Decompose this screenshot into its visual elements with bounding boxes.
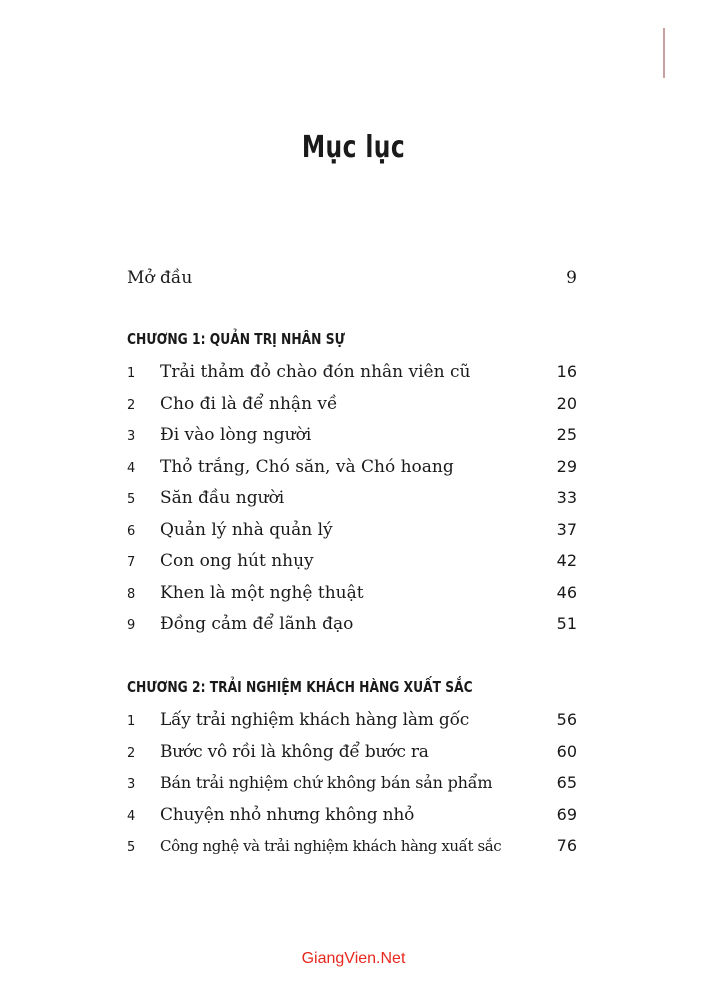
entry-number: 1 — [127, 714, 136, 729]
entry-number: 7 — [127, 555, 136, 570]
entry-page: 37 — [556, 519, 577, 539]
toc-intro-page: 9 — [566, 268, 577, 288]
toc-entry — [127, 773, 577, 805]
watermark-text: GiangVien.Net — [301, 950, 406, 967]
entry-page: 56 — [556, 710, 577, 729]
entry-title: Chuyện nhỏ nhưng không nhỏ — [160, 804, 415, 825]
entry-number: 4 — [127, 808, 136, 824]
entry-title: Khen là một nghệ thuật — [160, 582, 364, 603]
toc-entry — [127, 362, 577, 394]
entry-title: Săn đầu người — [160, 488, 285, 508]
entry-number: 2 — [127, 745, 136, 761]
entry-title: Trải thảm đỏ chào đón nhân viên cũ — [160, 362, 471, 382]
entry-title: Bước vô rồi là không để bước ra — [160, 741, 429, 762]
toc-entry — [127, 805, 577, 837]
entry-page: 51 — [556, 614, 577, 633]
toc-entry — [127, 488, 577, 520]
entry-title: Đi vào lòng người — [160, 425, 312, 445]
entry-number: 3 — [127, 429, 136, 444]
entry-page: 16 — [556, 362, 577, 381]
entry-page: 60 — [556, 741, 577, 761]
toc-entry — [127, 710, 577, 742]
entry-page: 33 — [556, 488, 577, 507]
toc-intro-row — [127, 268, 577, 288]
entry-number: 5 — [127, 492, 136, 507]
toc-entry — [127, 836, 577, 868]
toc-chapter-2 — [127, 678, 577, 868]
entry-page: 69 — [556, 804, 577, 824]
entry-title: Con ong hút nhụy — [160, 551, 314, 571]
toc-entry — [127, 551, 577, 583]
entry-page: 42 — [556, 551, 577, 570]
toc-entry — [127, 583, 577, 615]
page-title: Mục lục — [301, 130, 406, 165]
toc-entry — [127, 742, 577, 774]
page-edge-mark — [663, 28, 665, 78]
entry-title: Đồng cảm để lãnh đạo — [160, 614, 354, 634]
entry-title: Thỏ trắng, Chó săn, và Chó hoang — [160, 456, 454, 477]
toc-entry — [127, 425, 577, 457]
entry-title: Bán trải nghiệm chứ không bán sản phẩm — [160, 773, 493, 792]
entry-title: Cho đi là để nhận về — [160, 393, 338, 414]
entry-page: 46 — [556, 582, 577, 602]
chapter-heading: CHƯƠNG 1: QUẢN TRỊ NHÂN SỰ — [127, 330, 345, 348]
entry-title: Công nghệ và trải nghiệm khách hàng xuất sắc — [160, 837, 502, 855]
toc-intro-label: Mở đầu — [127, 268, 193, 288]
entry-page: 65 — [556, 773, 577, 792]
entry-page: 76 — [556, 836, 577, 855]
toc-entry — [127, 520, 577, 552]
entry-number: 1 — [127, 366, 136, 381]
entry-number: 6 — [127, 523, 136, 539]
entry-page: 20 — [556, 393, 577, 413]
entry-number: 9 — [127, 618, 136, 633]
entry-title: Lấy trải nghiệm khách hàng làm gốc — [160, 710, 470, 730]
entry-number: 4 — [127, 460, 136, 476]
entry-page: 29 — [556, 456, 577, 476]
toc-entry — [127, 394, 577, 426]
entry-page: 25 — [556, 425, 577, 444]
toc-entry — [127, 457, 577, 489]
entry-number: 5 — [127, 840, 136, 855]
entry-number: 3 — [127, 777, 136, 792]
entry-title: Quản lý nhà quản lý — [160, 519, 333, 540]
chapter-heading: CHƯƠNG 2: TRẢI NGHIỆM KHÁCH HÀNG XUẤT SẮC — [127, 678, 473, 696]
entry-number: 2 — [127, 397, 136, 413]
entry-number: 8 — [127, 586, 136, 602]
toc-entry — [127, 614, 577, 646]
toc-chapter-1 — [127, 330, 577, 646]
